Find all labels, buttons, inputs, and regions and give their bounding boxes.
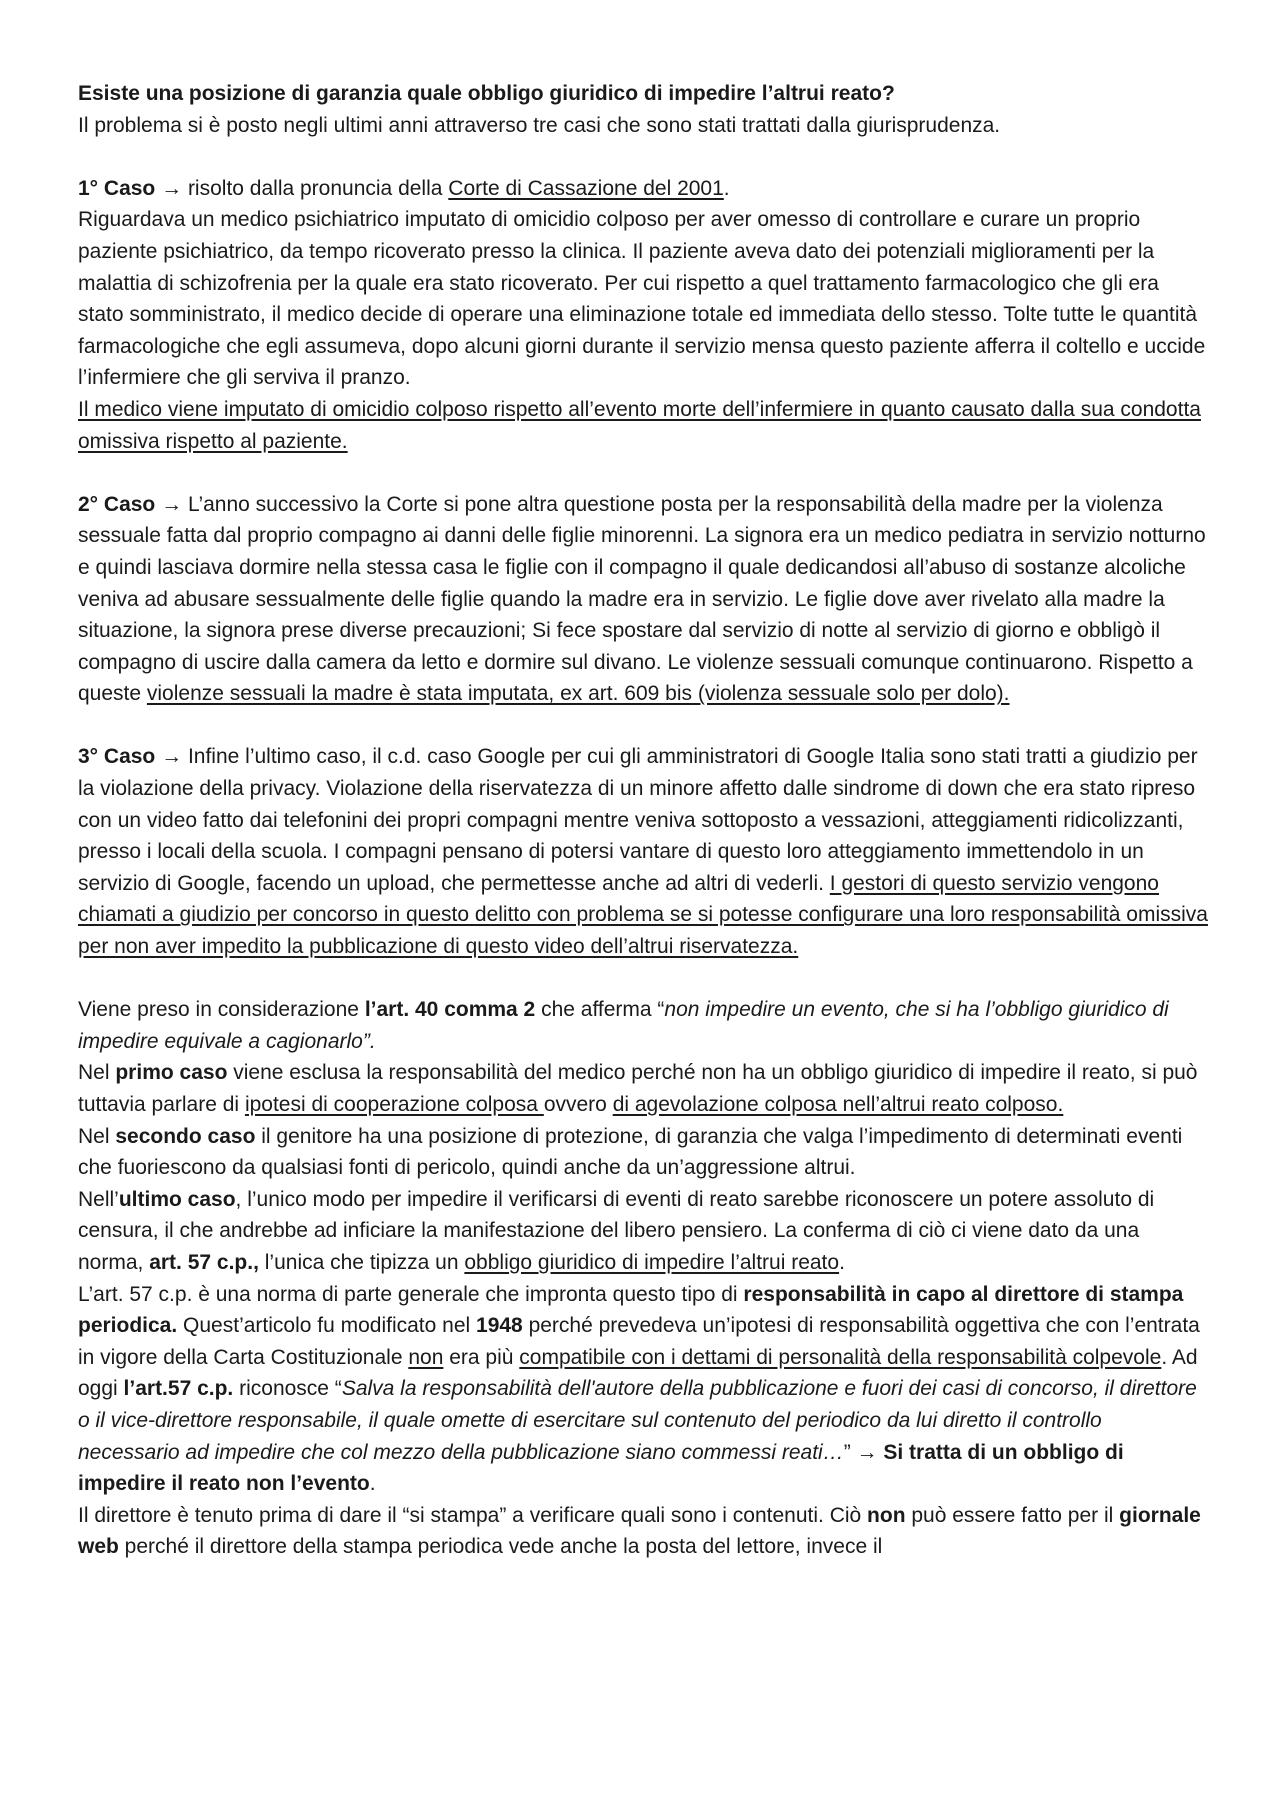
analysis-last-case <box>78 1184 1208 1279</box>
text-run: Nel <box>78 1061 116 1085</box>
spacer <box>78 141 1208 173</box>
text-run: Viene preso in considerazione <box>78 998 365 1022</box>
analysis-art57 <box>78 1279 1208 1500</box>
second-case-ref: secondo caso <box>115 1124 256 1148</box>
case-1-lead: risolto dalla pronuncia della <box>182 176 449 200</box>
case-2-paragraph <box>78 489 1208 710</box>
non-underlined: non <box>408 1345 444 1369</box>
arrow-icon: → <box>161 745 183 769</box>
analysis-second-case <box>78 1121 1208 1184</box>
text-run: . <box>839 1250 845 1274</box>
art-57-ref: l’art.57 c.p. <box>123 1377 234 1401</box>
text-run: Nel <box>78 1124 116 1148</box>
case-3-section <box>78 741 1208 962</box>
arrow-icon: → <box>856 1440 878 1464</box>
analysis-art40 <box>78 994 1208 1057</box>
text-run: il genitore ha una posizione di protezione, di garanzia che valga l’impedimento di determinati eventi che fuoriescono da qualsiasi fonti di pericolo, quindi anche da un’aggressione altrui. <box>78 1124 1183 1180</box>
document-page <box>78 78 1208 1563</box>
art-57-quote: Salva la responsabilità dell'autore della pubblicazione e fuori dei casi di concorso, il direttore o il vice-direttore responsabile, il quale omette di esercitare sul contenuto del periodico da lui diretto il controllo necessario ad impedire che col mezzo della pubblicazione siano commessi reati… <box>78 1377 1197 1464</box>
obbligo-giuridico: obbligo giuridico di impedire l’altrui reato <box>464 1250 840 1274</box>
case-1-heading <box>78 173 1208 205</box>
case-1-section <box>78 173 1208 457</box>
art-57-ref: art. 57 c.p., <box>149 1250 259 1274</box>
non-bold: non <box>867 1503 906 1527</box>
spacer <box>78 457 1208 489</box>
case-1-court: Corte di Cassazione del 2001 <box>448 176 724 200</box>
text-run: che afferma “ <box>535 998 665 1022</box>
case-2-section <box>78 489 1208 710</box>
art-40-ref: l’art. 40 comma 2 <box>364 998 536 1022</box>
spacer <box>78 963 1208 995</box>
intro-paragraph: Il problema si è posto negli ultimi anni attraverso tre casi che sono stati trattati dalla giurisprudenza. <box>78 113 1001 137</box>
first-case-ref: primo caso <box>115 1061 228 1085</box>
analysis-section <box>78 994 1208 1563</box>
case-3-body: Infine l’ultimo caso, il c.d. caso Google per cui gli amministratori di Google Italia sono stati tratti a giudizio per la violazione della privacy. Violazione della riservatezza di un minore affetto dalle sindrome di down che era stato ripreso con un video fatto dai telefonini dei propri compagni mentre veniva sottoposto a vessazioni, atteggiamenti ridicolizzanti, presso i locali della scuola. I compagni pensano di potersi vantare di questo loro atteggiamento immettendolo in un servizio di Google, facendo un upload, che permettesse anche ad altri di vederli. <box>78 745 1198 895</box>
text-run: , l’unico modo per impedire il verificarsi di eventi di reato sarebbe riconoscere un potere assoluto di censura, il che andrebbe ad inficiare la manifestazione del libero pensiero. La conferma di ciò ci viene dato da una norma, <box>78 1187 1155 1274</box>
case-1-lead-end: . <box>723 176 730 200</box>
text-run: era più <box>443 1345 520 1369</box>
case-3-label: 3° Caso <box>78 745 156 769</box>
document-title: Esiste una posizione di garanzia quale obbligo giuridico di impedire l’altrui reato? <box>78 82 895 105</box>
text-run: . <box>369 1472 376 1496</box>
text-run: Quest’articolo fu modificato nel <box>177 1314 477 1338</box>
case-2-conclusion: violenze sessuali la madre è stata imputata, ex art. 609 bis (violenza sessuale solo per dolo). <box>146 682 1010 706</box>
agevolazione-colposa: di agevolazione colposa nell’altrui reato colposo. <box>612 1093 1064 1116</box>
text-run: riconosce “ <box>233 1377 342 1401</box>
arrow-icon: → <box>161 176 183 200</box>
case-2-body: L’anno successivo la Corte si pone altra questione posta per la responsabilità della madre per la violenza sessuale fatta dal proprio compagno ai danni delle figlie minorenni. La signora era un medico pediatra in servizio notturno e quindi lasciava dormire nella stessa casa le figlie con il compagno il quale dedicandosi all’abuso di sostanze alcoliche veniva ad abusare sessualmente delle figlie quando la madre era in servizio. Le figlie dove aver rivelato alla madre la situazione, la signora prese diverse precauzioni; Si fece spostare dal servizio di notte al servizio di giorno e obbligò il compagno di uscire dalla camera da letto e dormire sul divano. Le violenze sessuali comunque continuarono. Rispetto a queste <box>78 492 1206 706</box>
case-1-conclusion: Il medico viene imputato di omicidio colposo rispetto all’evento morte dell’infermiere in quanto causato dalla sua condotta omissiva rispetto al paziente. <box>78 397 1201 453</box>
case-2-label: 2° Caso <box>78 492 156 516</box>
analysis-first-case <box>78 1057 1208 1120</box>
text-run: può essere fatto per il <box>905 1503 1120 1527</box>
case-1-label: 1° Caso <box>78 176 156 200</box>
text-run: ” <box>843 1440 857 1464</box>
text-run: . Ad oggi <box>78 1345 1198 1401</box>
year-1948: 1948 <box>476 1314 523 1338</box>
arrow-icon: → <box>161 492 183 516</box>
obbligo-reato-conclusion: Si tratta di un obbligo di impedire il reato non l’evento <box>78 1440 1124 1496</box>
case-3-paragraph <box>78 741 1208 962</box>
direttore-responsabilita: responsabilità in capo al direttore di stampa periodica. <box>78 1282 1184 1338</box>
text-run: Nell’ <box>78 1187 119 1211</box>
case-3-conclusion: I gestori di questo servizio vengono chiamati a giudizio per concorso in questo delitto con problema se si potesse configurare una loro responsabilità omissiva per non aver impedito la pubblicazione di questo video dell’altrui riservatezza. <box>78 871 1208 959</box>
cooperazione-colposa: ipotesi di cooperazione colposa <box>244 1093 544 1116</box>
text-run: ovvero <box>543 1093 613 1116</box>
analysis-direttore <box>78 1500 1208 1563</box>
text-run: perché il direttore della stampa periodica vede anche la posta del lettore, invece il <box>118 1535 883 1559</box>
spacer <box>78 710 1208 742</box>
compatibile-dettami: compatibile con i dettami di personalità della responsabilità colpevole <box>519 1345 1162 1369</box>
last-case-ref: ultimo caso <box>118 1187 236 1211</box>
text-run: viene esclusa la responsabilità del medico perché non ha un obbligo giuridico di impedire il reato, si può tuttavia parlare di <box>78 1061 1198 1116</box>
text-run: perché prevedeva un’ipotesi di responsabilità oggettiva che con l’entrata in vigore della Carta Costituzionale <box>78 1314 1200 1369</box>
text-run: L’art. 57 c.p. è una norma di parte generale che impronta questo tipo di <box>78 1282 744 1306</box>
giornale-web: giornale web <box>78 1503 1201 1559</box>
text-run: Il direttore è tenuto prima di dare il “si stampa” a verificare quali sono i contenuti. Ciò <box>78 1503 868 1527</box>
case-1-body: Riguardava un medico psichiatrico imputato di omicidio colposo per aver omesso di controllare e curare un proprio paziente psichiatrico, da tempo ricoverato presso la clinica. Il paziente aveva dato dei potenziali miglioramenti per la malattia di schizofrenia per la quale era stato ricoverato. Per cui rispetto a quel trattamento farmacologico che gli era stato somministrato, il medico decide di operare una eliminazione totale ed immediata dello stesso. Tolte tutte le quantità farmacologiche che egli assumeva, dopo alcuni giorni durante il servizio mensa questo paziente afferra il coltello e uccide l’infermiere che gli serviva il pranzo. <box>78 208 1206 390</box>
art-40-quote: non impedire un evento, che si ha l’obbligo giuridico di impedire equivale a cagionarlo”. <box>78 998 1169 1053</box>
text-run: l’unica che tipizza un <box>258 1250 465 1274</box>
